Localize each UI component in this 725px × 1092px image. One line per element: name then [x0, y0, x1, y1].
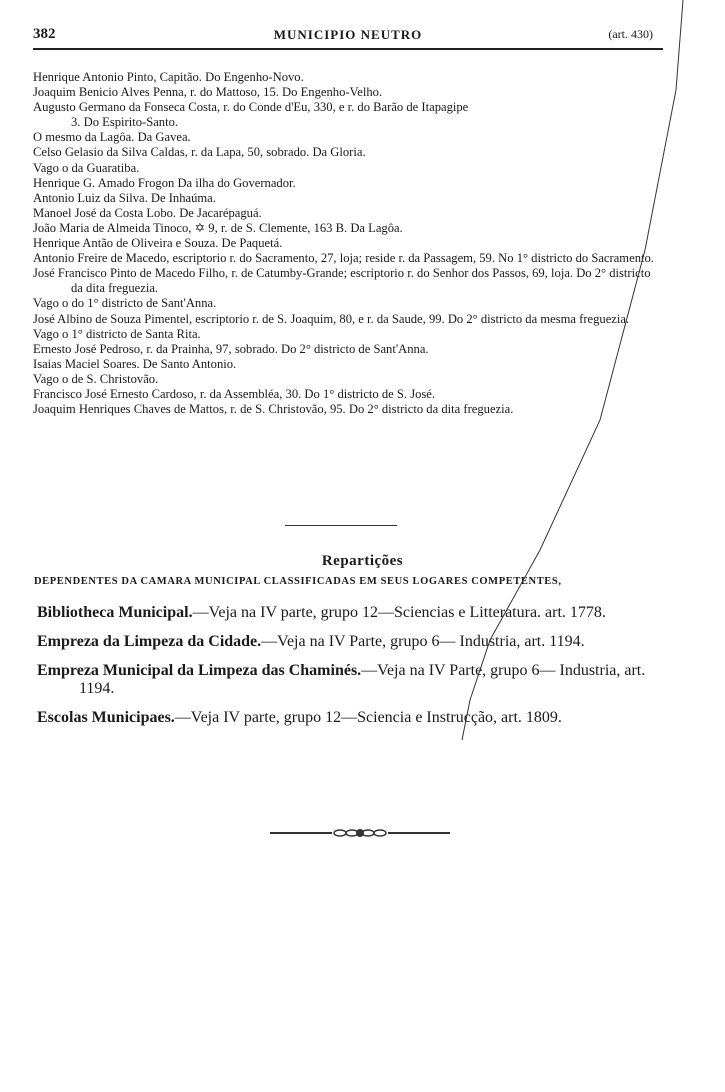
list-item: Augusto Germano da Fonseca Costa, r. do Conde d'Eu, 330, e r. do Barão de Itapagipe [33, 100, 469, 115]
reparticao-name: Escolas Municipaes. [37, 709, 175, 726]
reparticoes-list [37, 604, 662, 738]
list-item: O mesmo da Lagôa. Da Gavea. [33, 130, 191, 145]
reparticao-name: Empreza da Limpeza da Cidade. [37, 633, 262, 650]
section-title: Repartições [321, 553, 404, 569]
list-item: João Maria de Almeida Tinoco, ✡ 9, r. de S. Clemente, 163 B. Da Lagôa. [33, 220, 403, 235]
reparticao-text: —Veja na IV Parte, grupo 6— Industria, art. 1194. [261, 633, 585, 650]
list-item: 3. Do Espirito-Santo. [71, 115, 179, 130]
list-item: Celso Gelasio da Silva Caldas, r. da Lapa, 50, sobrado. Da Gloria. [33, 145, 366, 160]
list-item: Vago o 1° districto de Santa Rita. [33, 326, 201, 341]
list-item: Vago o da Guaratiba. [33, 160, 140, 175]
list-item: Henrique G. Amado Frogon Da ilha do Governador. [33, 175, 296, 190]
list-item [37, 633, 662, 651]
entries-list [33, 70, 658, 417]
list-item: Joaquim Benicio Alves Penna, r. do Mattoso, 15. Do Engenho-Velho. [33, 85, 383, 100]
article-reference: (art. 430) [608, 27, 653, 41]
list-item: Henrique Antonio Pinto, Capitão. Do Engenho-Novo. [33, 70, 304, 84]
page-number: 382 [33, 26, 56, 42]
list-item [37, 709, 662, 727]
list-item: Francisco José Ernesto Cardoso, r. da Assembléa, 30. Do 1° districto de S. José. [33, 386, 436, 401]
running-title: MUNICIPIO NEUTRO [273, 27, 423, 42]
list-item: José Albino de Souza Pimentel, escriptorio r. de S. Joaquim, 80, e r. da Saude, 99. Do 2° districto da mesma freguezia. [33, 311, 630, 326]
list-item: Henrique Antão de Oliveira e Souza. De Paquetá. [33, 236, 283, 251]
list-item: Manoel José da Costa Lobo. De Jacarépaguá. [33, 205, 262, 220]
reparticao-name: Bibliotheca Municipal. [37, 604, 193, 621]
list-item: Antonio Luiz da Silva. De Inhaúma. [33, 190, 216, 205]
list-item [37, 604, 662, 622]
list-item [37, 662, 662, 698]
reparticao-text: —Veja na IV parte, grupo 12—Sciencias e Litteratura. art. 1778. [192, 604, 606, 621]
page-header [33, 26, 663, 50]
list-item: Vago o de S. Christovão. [33, 371, 159, 386]
section-subtitle: DEPENDENTES DA CAMARA MUNICIPAL CLASSIFICADAS EM SEUS LOGARES COMPETENTES, [34, 576, 562, 587]
reparticao-name: Empreza Municipal da Limpeza das Chaminés. [37, 662, 362, 679]
list-item: Antonio Freire de Macedo, escriptorio r. do Sacramento, 27, loja; reside r. da Passagem, 59. No 1° districto do Sacramento. [33, 251, 654, 266]
list-item: Joaquim Henriques Chaves de Mattos, r. de S. Christovão, 95. Do 2° districto da dita freguezia. [33, 402, 514, 417]
section-divider [285, 525, 397, 526]
list-item: Vago o do 1° districto de Sant'Anna. [33, 296, 217, 311]
ornament-divider-icon [270, 826, 450, 840]
list-item: Ernesto José Pedroso, r. da Prainha, 97, sobrado. Do 2° districto de Sant'Anna. [33, 341, 429, 356]
reparticao-text: —Veja IV parte, grupo 12—Sciencia e Instrucção, art. 1809. [174, 709, 562, 726]
list-item: José Francisco Pinto de Macedo Filho, r. de Catumby-Grande; escriptorio r. do Senhor dos Passos, 69, loja. Do 2° districto da dita freguezia. [33, 266, 651, 296]
reparticao-text: —Veja na IV Parte, grupo 6— Industria, art. 1194. [79, 662, 646, 697]
list-item: Isaias Maciel Soares. De Santo Antonio. [33, 356, 237, 371]
